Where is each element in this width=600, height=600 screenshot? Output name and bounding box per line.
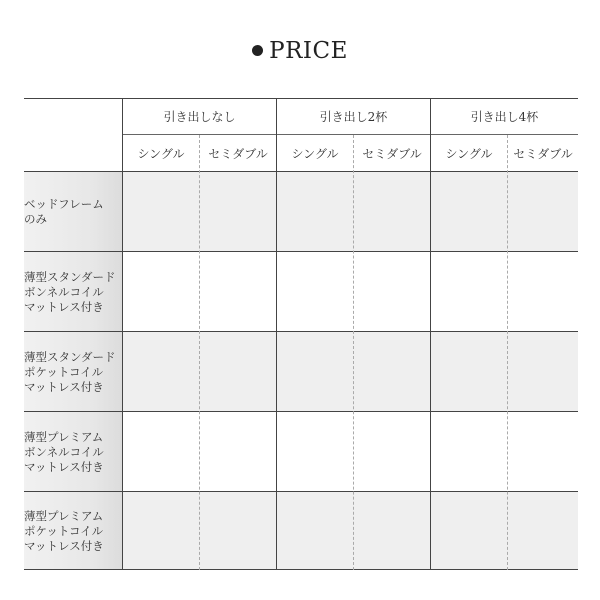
size-divider-3 — [507, 135, 508, 570]
title-text: PRICE — [269, 38, 348, 64]
size-header-3: シングル — [291, 146, 339, 161]
row-label-5 — [24, 492, 122, 570]
group-header-2: 引き出し2杯 — [319, 109, 388, 124]
price-table — [24, 98, 578, 570]
row-label-1 — [24, 172, 122, 252]
size-header-4: セミダブル — [362, 146, 422, 161]
size-header-1: シングル — [137, 146, 185, 161]
size-header-2: セミダブル — [208, 146, 268, 161]
size-divider-1 — [199, 135, 200, 570]
row-label-text-2: 薄型スタンダード ボンネルコイル マットレス付き — [24, 269, 116, 314]
row-label-text-3: 薄型スタンダード ポケットコイル マットレス付き — [24, 349, 116, 394]
group-header-3: 引き出し4杯 — [470, 109, 539, 124]
row-label-text-5: 薄型プレミアム ポケットコイル マットレス付き — [24, 508, 104, 553]
bullet-icon — [252, 45, 263, 56]
row-band-1 — [122, 172, 578, 252]
size-header-5: シングル — [445, 146, 493, 161]
row-label-4 — [24, 412, 122, 492]
row-band-3 — [122, 332, 578, 412]
row-label-text-1: ベッドフレーム のみ — [24, 197, 104, 226]
row-band-5 — [122, 492, 578, 570]
row-label-3 — [24, 332, 122, 412]
size-divider-2 — [353, 135, 354, 570]
row-label-2 — [24, 252, 122, 332]
row-label-text-4: 薄型プレミアム ボンネルコイル マットレス付き — [24, 429, 104, 474]
size-header-6: セミダブル — [513, 146, 573, 161]
page-title — [0, 38, 600, 64]
group-header-1: 引き出しなし — [163, 109, 236, 124]
